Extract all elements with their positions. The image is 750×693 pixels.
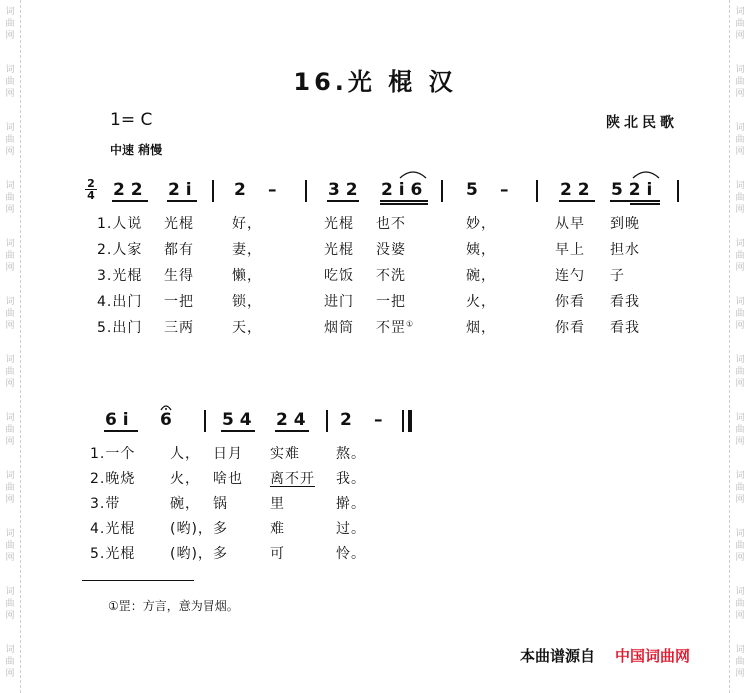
lyric-syllable: 难	[270, 521, 285, 537]
lyric-syllable: 烟筒	[324, 320, 354, 336]
lyric-syllable: 2.人家	[97, 242, 143, 258]
lyric-syllable: 担水	[610, 242, 640, 258]
note-group: 5	[466, 180, 478, 200]
lyric-syllable: 懒，	[232, 268, 262, 284]
bar-line	[212, 180, 214, 202]
bar-line	[326, 410, 328, 432]
bar-line	[677, 180, 679, 202]
watermark-text: 词 曲 网	[5, 7, 15, 41]
lyric-syllable: 子	[610, 268, 625, 284]
time-signature	[85, 178, 97, 201]
lyric-syllable: 碗，	[170, 496, 200, 512]
lyric-syllable: 火，	[170, 471, 200, 487]
watermark-text: 词 曲 网	[735, 239, 745, 273]
note-group: 2 i 6	[381, 180, 423, 200]
left-watermark-strip	[0, 0, 21, 693]
lyric-syllable: 光棍	[324, 242, 354, 258]
genre-label: 陕北民歌	[606, 115, 678, 131]
lyric-syllable: 到晚	[610, 216, 640, 232]
watermark-text: 词 曲 网	[5, 181, 15, 215]
slur-mark	[633, 172, 659, 178]
lyric-syllable: 里	[270, 496, 285, 512]
final-bar-thick	[408, 410, 412, 432]
time-signature-top: 2	[85, 178, 97, 190]
beam-line	[610, 200, 660, 202]
song-title: 16.光 棍 汉	[293, 68, 457, 96]
lyric-syllable: 1.一个	[90, 446, 136, 462]
watermark-text: 词 曲 网	[735, 413, 745, 447]
beam-line	[630, 203, 660, 205]
beam-line	[112, 200, 148, 202]
note-group: 2 i	[168, 180, 192, 200]
watermark-text: 词 曲 网	[5, 471, 15, 505]
lyric-syllable: 怜。	[336, 546, 366, 562]
lyric-syllable: 好，	[232, 216, 262, 232]
lyric-syllable: 三两	[164, 320, 194, 336]
lyric-syllable: 从早	[555, 216, 585, 232]
lyric-syllable: 烟，	[466, 320, 496, 336]
lyric-syllable: 天，	[232, 320, 262, 336]
lyric-syllable: 光棍	[164, 216, 194, 232]
footnote-rule	[82, 580, 194, 581]
footnote-marker: ①	[406, 319, 415, 329]
note-group: 5 4	[222, 410, 252, 430]
note-dash: –	[500, 180, 509, 200]
watermark-text: 词 曲 网	[5, 529, 15, 563]
watermark-text: 词 曲 网	[735, 7, 745, 41]
lyric-syllable: 你看	[555, 320, 585, 336]
lyric-syllable: 姨，	[466, 242, 496, 258]
key-signature: 1= C	[110, 110, 153, 130]
lyric-syllable: 2.晚烧	[90, 471, 136, 487]
lyric-syllable: 人，	[170, 446, 200, 462]
lyric-syllable: 多	[213, 521, 228, 537]
watermark-text: 词 曲 网	[5, 297, 15, 331]
note-dash: –	[268, 180, 277, 200]
beam-line	[221, 430, 255, 432]
lyric-syllable: 1.人说	[97, 216, 143, 232]
lyric-syllable: 碗，	[466, 268, 496, 284]
bar-line	[536, 180, 538, 202]
lyric-syllable: 5.出门	[97, 320, 143, 336]
lyric-syllable: 锅	[213, 496, 228, 512]
note-group: 3 2	[328, 180, 358, 200]
note-group: 2	[340, 410, 352, 430]
lyric-syllable: 生得	[164, 268, 194, 284]
lyric-syllable: 多	[213, 546, 228, 562]
lyric-syllable: 啥也	[213, 471, 243, 487]
lyric-syllable: 妙，	[466, 216, 496, 232]
watermark-text: 词 曲 网	[735, 471, 745, 505]
beam-line	[275, 430, 309, 432]
lyric-syllable: 我。	[336, 471, 366, 487]
lyric-syllable: 3.光棍	[97, 268, 143, 284]
watermark-text: 词 曲 网	[735, 587, 745, 621]
watermark-text: 词 曲 网	[735, 529, 745, 563]
final-bar-thin	[402, 410, 404, 432]
beam-line	[380, 203, 428, 205]
watermark-text: 词 曲 网	[735, 123, 745, 157]
beam-line	[327, 200, 359, 202]
lyric-syllable: 看我	[610, 294, 640, 310]
lyric-syllable: 日月	[213, 446, 243, 462]
note-group: 6	[160, 410, 172, 430]
lyric-syllable: 吃饭	[324, 268, 354, 284]
lyric-syllable: 没婆	[376, 242, 406, 258]
note-group: 5 2 i	[611, 180, 653, 200]
bar-line	[204, 410, 206, 432]
time-signature-bottom: 4	[87, 189, 95, 202]
note-group: 2	[234, 180, 246, 200]
beam-line	[167, 200, 197, 202]
watermark-text: 词 曲 网	[5, 239, 15, 273]
watermark-text: 词 曲 网	[5, 65, 15, 99]
source-prefix: 本曲谱源自	[520, 647, 596, 665]
beam-line	[380, 200, 428, 202]
note-group: 2 2	[113, 180, 143, 200]
bar-line	[305, 180, 307, 202]
lyric-syllable: 也不	[376, 216, 406, 232]
tempo-marking: 中速 稍慢	[110, 143, 163, 157]
lyric-syllable: 4.出门	[97, 294, 143, 310]
watermark-text: 词 曲 网	[735, 297, 745, 331]
lyric-syllable: 一把	[376, 294, 406, 310]
lyric-syllable: 妻，	[232, 242, 262, 258]
lyric-syllable: 锁，	[232, 294, 262, 310]
note-dash: –	[374, 410, 383, 430]
lyric-syllable: 离不开	[270, 471, 315, 487]
note-group: 6 i	[105, 410, 129, 430]
beam-line	[559, 200, 595, 202]
lyric-syllable: 火，	[466, 294, 496, 310]
watermark-text: 词 曲 网	[5, 587, 15, 621]
note-group: 2 2	[560, 180, 590, 200]
bar-line	[441, 180, 443, 202]
slur-mark	[400, 172, 426, 178]
lyric-syllable: 4.光棍	[90, 521, 136, 537]
lyric-syllable: 看我	[610, 320, 640, 336]
watermark-text: 词 曲 网	[5, 355, 15, 389]
watermark-text: 词 曲 网	[735, 181, 745, 215]
lyric-syllable: 可	[270, 546, 285, 562]
source-credit	[520, 645, 690, 666]
right-watermark-strip	[729, 0, 750, 693]
lyric-syllable: 进门	[324, 294, 354, 310]
watermark-text: 词 曲 网	[5, 645, 15, 679]
lyric-syllable: 一把	[164, 294, 194, 310]
lyric-syllable: 擀。	[336, 496, 366, 512]
lyric-syllable: 不罡①	[376, 319, 415, 336]
lyric-syllable: 熬。	[336, 446, 366, 462]
watermark-text: 词 曲 网	[735, 65, 745, 99]
watermark-text: 词 曲 网	[735, 645, 745, 679]
note-group: 2 4	[276, 410, 306, 430]
footnote: ①罡：方言，意为冒烟。	[108, 599, 239, 613]
lyric-syllable: 3.带	[90, 496, 121, 512]
lyric-syllable: 连勺	[555, 268, 585, 284]
watermark-text: 词 曲 网	[5, 413, 15, 447]
lyric-syllable: 你看	[555, 294, 585, 310]
watermark-text: 词 曲 网	[5, 123, 15, 157]
source-brand-link[interactable]: 中国词曲网	[615, 647, 691, 665]
lyric-syllable: 5.光棍	[90, 546, 136, 562]
lyric-syllable: 实难	[270, 446, 300, 462]
watermark-text: 词 曲 网	[735, 355, 745, 389]
lyric-syllable: 早上	[555, 242, 585, 258]
lyric-syllable: 不洗	[376, 268, 406, 284]
beam-line	[104, 430, 138, 432]
lyric-syllable: (哟)，	[170, 521, 213, 537]
lyric-syllable: (哟)，	[170, 546, 213, 562]
lyric-syllable: 过。	[336, 521, 366, 537]
lyric-syllable: 都有	[164, 242, 194, 258]
lyric-syllable: 光棍	[324, 216, 354, 232]
